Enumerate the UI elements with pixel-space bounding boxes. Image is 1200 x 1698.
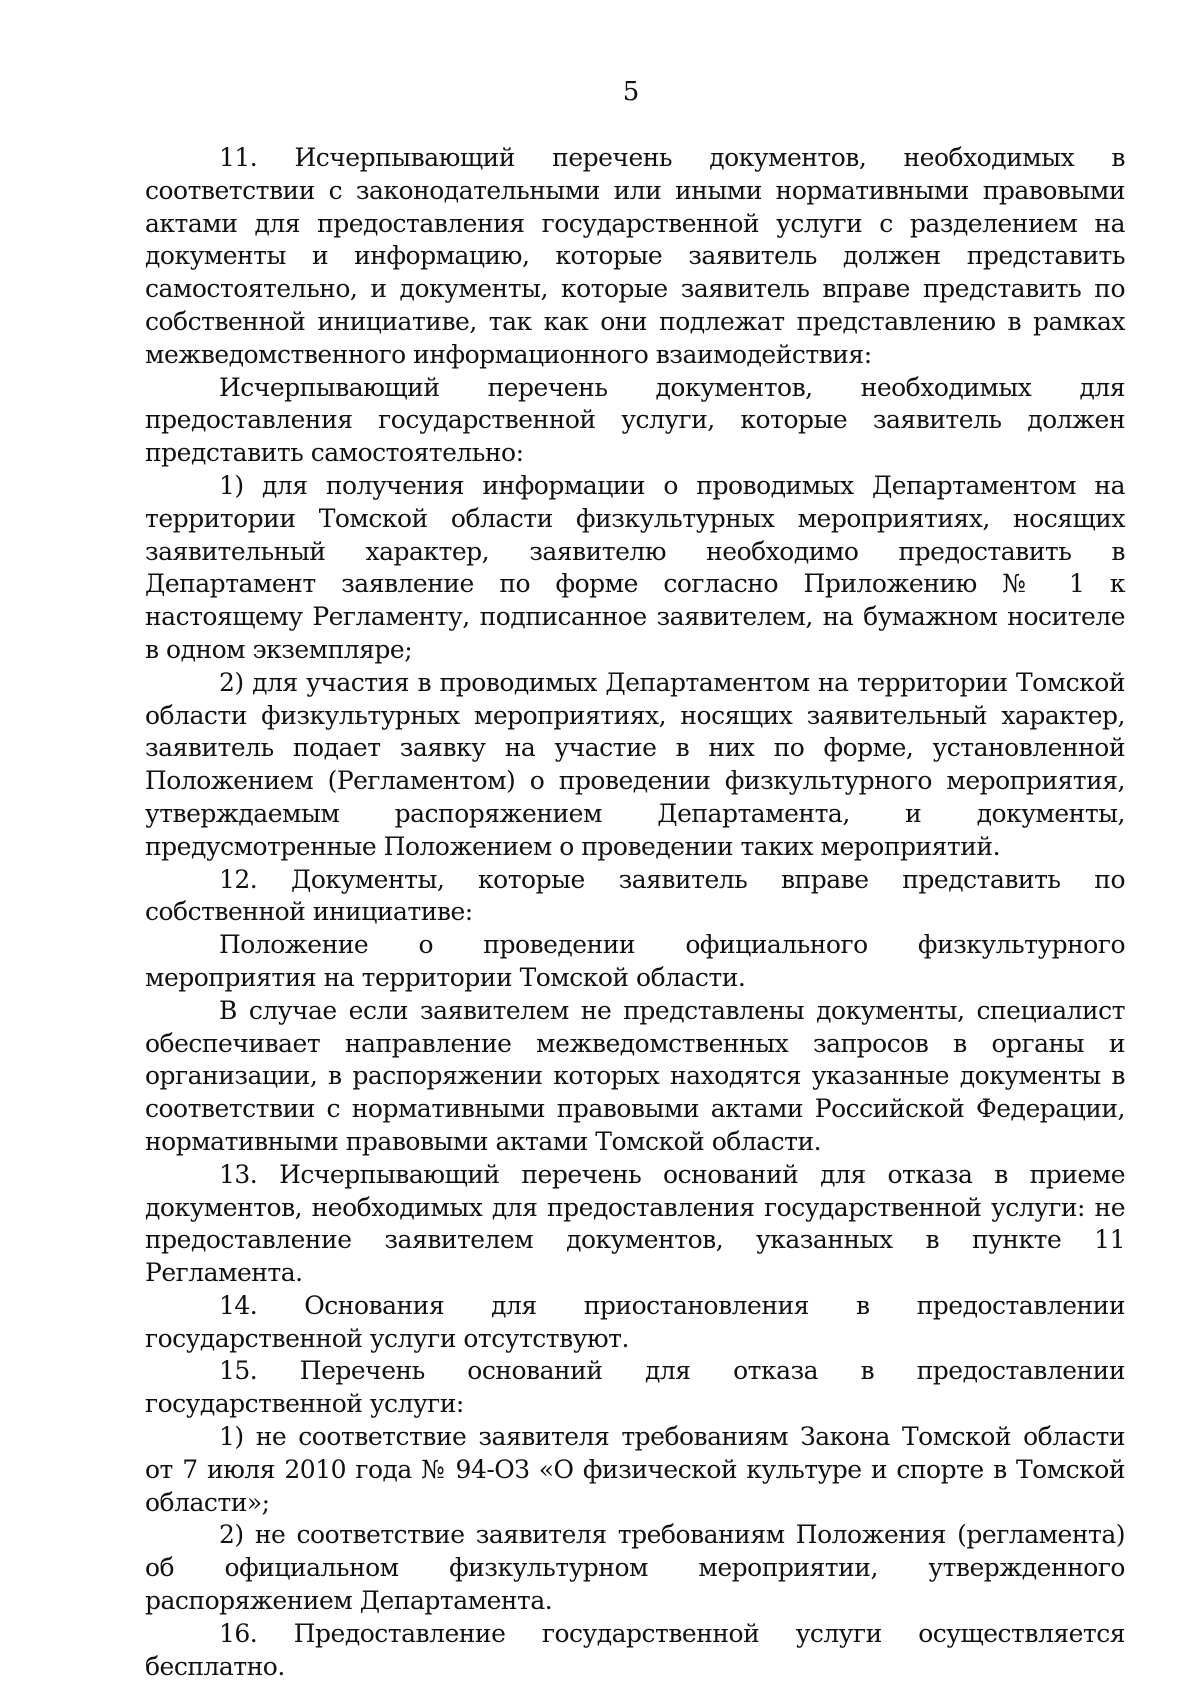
paragraph-item-2-participation: 2) для участия в проводимых Департаментом на территории Томской области физкультурных мероприятиях, носящих заявительный характер, заявитель подает заявку на участие в них по форме, установленной Положением (Регламентом) о проведении физкультурного мероприятия, утверждаемым распоряжением Департамента, и документы, предусмотренные Положением о проведении таких мероприятий. [145, 667, 1125, 861]
paragraph-item-1-information: 1) для получения информации о проводимых Департаментом на территории Томской области физкультурных мероприятиях, носящих заявительный характер, заявителю необходимо предоставить в Департамент заявление по форме согласно Приложению № 1 к настоящему Регламенту, подписанное заявителем, на бумажном носителе в одном экземпляре; [145, 470, 1125, 664]
paragraph-15-item-2: 2) не соответствие заявителя требованиям Положения (регламента) об официальном физкультурном мероприятии, утвержденного распоряжением Департамента. [145, 1520, 1125, 1616]
paragraph-11: 11. Исчерпывающий перечень документов, необходимых в соответствии с законодательными или иными нормативными правовыми актами для предоставления государственной услуги с разделением на документы и информацию, которые заявитель должен представить самостоятельно, и документы, которые заявитель вправе представить по собственной инициативе, так как они подлежат представлению в рамках межведомственного информационного взаимодействия: [145, 143, 1125, 369]
paragraph-required-documents: Исчерпывающий перечень документов, необходимых для предоставления государственной услуги, которые заявитель должен представить самостоятельно: [145, 372, 1125, 468]
paragraph-13: 13. Исчерпывающий перечень оснований для отказа в приеме документов, необходимых для предоставления государственной услуги: не предоставление заявителем документов, указанных в пункте 11 Регламента. [145, 1159, 1125, 1288]
paragraph-regulation: Положение о проведении официального физкультурного мероприятия на территории Томской области. [145, 930, 1125, 992]
paragraph-15-item-1: 1) не соответствие заявителя требованиям Закона Томской области от 7 июля 2010 года № 94-ОЗ «О физической культуре и спорте в Томской области»; [145, 1422, 1125, 1517]
paragraph-14: 14. Основания для приостановления в предоставлении государственной услуги отсутствуют. [145, 1290, 1125, 1353]
page-number: 5 [622, 77, 640, 107]
paragraph-interagency-requests: В случае если заявителем не представлены документы, специалист обеспечивает направление межведомственных запросов в органы и организации, в распоряжении которых находятся указанные документы в соответствии с нормативными правовыми актами Российской Федерации, нормативными правовыми актами Томской области. [145, 995, 1125, 1156]
paragraph-12: 12. Документы, которые заявитель вправе представить по собственной инициативе: [145, 864, 1125, 927]
paragraph-15: 15. Перечень оснований для отказа в предоставлении государственной услуги: [145, 1356, 1125, 1419]
document-body [145, 142, 1125, 1683]
paragraph-16: 16. Предоставление государственной услуги осуществляется бесплатно. [145, 1618, 1125, 1681]
